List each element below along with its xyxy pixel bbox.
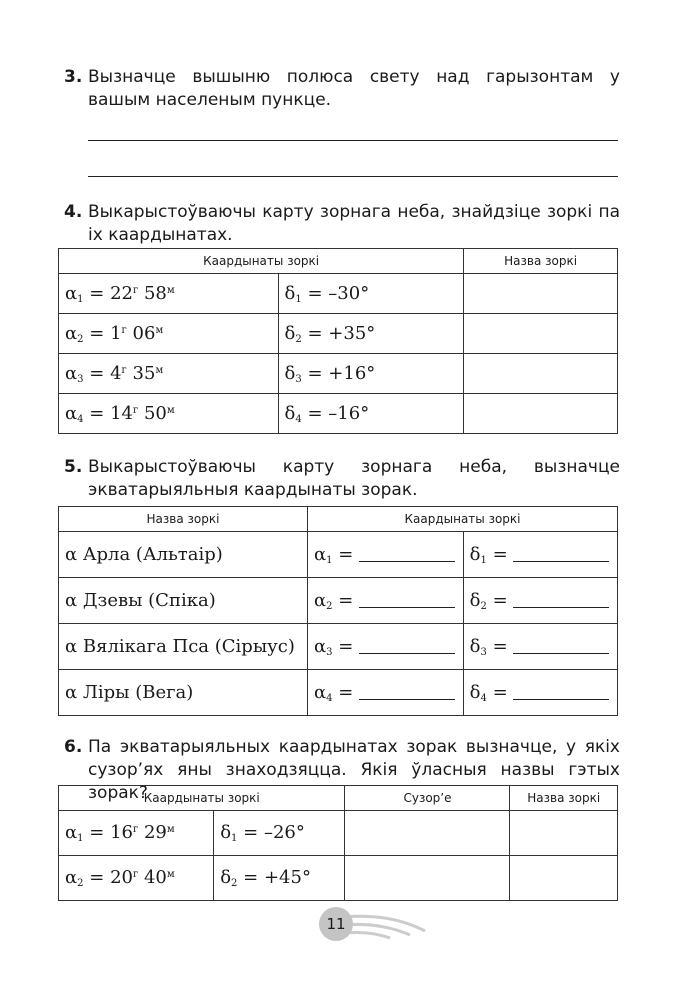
delta-symbol: δ — [284, 322, 296, 344]
task-text: Вызначце вышыню полюса свету над гарызонтам у вашым населеным пункце. — [88, 67, 620, 110]
hours: 22 — [110, 282, 133, 304]
equals: = — [89, 282, 105, 304]
delta-cell — [214, 856, 345, 901]
column-header: Каардынаты зоркі — [59, 249, 464, 274]
delta-symbol: δ — [469, 543, 481, 565]
equals: = — [338, 589, 354, 611]
star-name: α Арла (Альтаір) — [59, 532, 308, 578]
star-name-input[interactable] — [464, 354, 618, 394]
equals: = — [307, 362, 323, 384]
task-3 — [64, 66, 620, 112]
equals: = — [338, 635, 354, 657]
delta-symbol: δ — [469, 589, 481, 611]
equals: = — [307, 402, 323, 424]
index: 3 — [77, 373, 84, 385]
star-name-input[interactable] — [464, 314, 618, 354]
column-header: Каардынаты зоркі — [308, 507, 618, 532]
task-text: Па экватарыяльных каардынатах зорак вызначце, у якіх сузор’ях яны знаходзяцца. Якія ўласныя назвы гэтых зорак? — [88, 737, 620, 803]
hours-unit: г — [121, 364, 127, 376]
alpha-cell — [59, 811, 214, 856]
column-header: Назва зоркі — [510, 786, 618, 811]
minutes-unit: м — [166, 824, 175, 835]
table-row — [59, 532, 618, 578]
table-row — [59, 578, 618, 624]
index: 4 — [295, 413, 302, 425]
task-number: 3. — [64, 67, 83, 87]
equals: = — [89, 362, 105, 384]
delta-cell — [214, 811, 345, 856]
star-name-input[interactable] — [510, 811, 618, 856]
alpha-cell — [59, 274, 279, 314]
answer-blank[interactable] — [513, 545, 609, 562]
index: 1 — [480, 554, 487, 566]
index: 4 — [326, 692, 333, 704]
index: 1 — [77, 833, 84, 844]
alpha-cell — [59, 856, 214, 901]
star-name-input[interactable] — [464, 394, 618, 434]
delta-cell — [463, 670, 617, 716]
equals: = — [243, 822, 259, 843]
alpha-cell — [308, 532, 464, 578]
alpha-symbol: α — [65, 322, 78, 344]
hours: 14 — [110, 402, 133, 424]
degree-unit: ° — [360, 282, 370, 304]
alpha-cell — [308, 578, 464, 624]
alpha-cell — [308, 670, 464, 716]
star-name: α Ліры (Вега) — [59, 670, 308, 716]
star-name-input[interactable] — [464, 274, 618, 314]
delta-symbol: δ — [284, 362, 296, 384]
page-number: 11 — [319, 907, 353, 941]
equals: = — [89, 867, 105, 888]
alpha-symbol: α — [314, 681, 327, 703]
degree-unit: ° — [366, 362, 376, 384]
delta-cell — [463, 624, 617, 670]
equals: = — [89, 322, 105, 344]
index: 2 — [231, 878, 238, 889]
hours: 20 — [110, 867, 133, 888]
minutes: 29 — [143, 822, 167, 843]
answer-blank[interactable] — [513, 591, 609, 608]
equals: = — [492, 635, 508, 657]
declination: +45 — [263, 867, 302, 888]
alpha-symbol: α — [65, 822, 78, 843]
answer-blank[interactable] — [359, 545, 455, 562]
delta-cell — [463, 532, 617, 578]
equals: = — [492, 681, 508, 703]
minutes: 35 — [132, 362, 156, 384]
alpha-symbol: α — [314, 635, 327, 657]
table-row — [59, 624, 618, 670]
declination: –30 — [328, 282, 361, 304]
column-header: Каардынаты зоркі — [59, 786, 345, 811]
index: 2 — [77, 878, 84, 889]
star-name: α Дзевы (Спіка) — [59, 578, 308, 624]
alpha-symbol: α — [314, 543, 327, 565]
alpha-symbol: α — [65, 867, 78, 888]
answer-line[interactable] — [88, 176, 618, 177]
answer-blank[interactable] — [513, 637, 609, 654]
hours-unit: г — [133, 404, 139, 416]
minutes-unit: м — [166, 404, 175, 416]
alpha-cell — [59, 394, 279, 434]
answer-line[interactable] — [88, 140, 618, 141]
minutes: 50 — [143, 402, 167, 424]
column-header: Сузор’е — [345, 786, 510, 811]
star-name-input[interactable] — [510, 856, 618, 901]
alpha-cell — [59, 314, 279, 354]
index: 3 — [480, 646, 487, 658]
alpha-cell — [59, 354, 279, 394]
task-4 — [64, 201, 620, 247]
declination: +35 — [328, 322, 367, 344]
index: 1 — [295, 293, 302, 305]
index: 2 — [295, 333, 302, 345]
column-header: Назва зоркі — [59, 507, 308, 532]
constellation-input[interactable] — [345, 811, 510, 856]
index: 1 — [326, 554, 333, 566]
delta-symbol: δ — [469, 635, 481, 657]
delta-cell — [278, 354, 464, 394]
alpha-symbol: α — [65, 282, 78, 304]
equals: = — [338, 543, 354, 565]
index: 2 — [77, 333, 84, 345]
page-swoosh-decoration — [340, 905, 430, 945]
declination: –16 — [328, 402, 361, 424]
equals: = — [307, 322, 323, 344]
degree-unit: ° — [295, 822, 305, 843]
table-task-6 — [58, 785, 618, 901]
index: 1 — [231, 833, 238, 844]
task-text: Выкарыстоўваючы карту зорнага неба, знайдзіце зоркі па іх каардынатах. — [88, 202, 620, 245]
alpha-symbol: α — [65, 362, 78, 384]
hours-unit: г — [133, 869, 139, 880]
task-number: 4. — [64, 202, 83, 222]
equals: = — [492, 543, 508, 565]
table-task-4 — [58, 248, 618, 434]
hours: 4 — [110, 362, 122, 384]
equals: = — [307, 282, 323, 304]
task-number: 6. — [64, 737, 83, 757]
equals: = — [338, 681, 354, 703]
answer-blank[interactable] — [359, 683, 455, 700]
minutes-unit: м — [155, 324, 164, 336]
table-row — [59, 811, 618, 856]
hours-unit: г — [133, 284, 139, 296]
task-number: 5. — [64, 457, 83, 477]
minutes-unit: м — [166, 284, 175, 296]
table-row — [59, 354, 618, 394]
minutes: 40 — [143, 867, 167, 888]
hours: 1 — [110, 322, 122, 344]
table-row — [59, 670, 618, 716]
table-row — [59, 856, 618, 901]
answer-blank[interactable] — [359, 637, 455, 654]
degree-unit: ° — [366, 322, 376, 344]
index: 2 — [326, 600, 333, 612]
table-row — [59, 274, 618, 314]
delta-symbol: δ — [220, 867, 232, 888]
declination: +16 — [328, 362, 367, 384]
alpha-symbol: α — [314, 589, 327, 611]
answer-blank[interactable] — [513, 683, 609, 700]
table-task-5 — [58, 506, 618, 716]
star-name: α Вялікага Пса (Сірыус) — [59, 624, 308, 670]
index: 4 — [77, 413, 84, 425]
delta-symbol: δ — [284, 282, 296, 304]
alpha-cell — [308, 624, 464, 670]
alpha-symbol: α — [65, 402, 78, 424]
column-header: Назва зоркі — [464, 249, 618, 274]
table-row — [59, 314, 618, 354]
delta-cell — [278, 274, 464, 314]
degree-unit: ° — [360, 402, 370, 424]
constellation-input[interactable] — [345, 856, 510, 901]
declination: –26 — [263, 822, 296, 843]
hours-unit: г — [133, 824, 139, 835]
index: 1 — [77, 293, 84, 305]
equals: = — [492, 589, 508, 611]
minutes-unit: м — [155, 364, 164, 376]
minutes: 06 — [132, 322, 156, 344]
task-5 — [64, 456, 620, 502]
hours-unit: г — [121, 324, 127, 336]
hours: 16 — [110, 822, 133, 843]
index: 4 — [480, 692, 487, 704]
index: 2 — [480, 600, 487, 612]
delta-cell — [463, 578, 617, 624]
task-text: Выкарыстоўваючы карту зорнага неба, вызначце экватарыяльныя каардынаты зорак. — [88, 457, 620, 500]
delta-symbol: δ — [469, 681, 481, 703]
delta-cell — [278, 314, 464, 354]
answer-blank[interactable] — [359, 591, 455, 608]
minutes-unit: м — [166, 869, 175, 880]
delta-cell — [278, 394, 464, 434]
index: 3 — [326, 646, 333, 658]
equals: = — [89, 402, 105, 424]
equals: = — [89, 822, 105, 843]
index: 3 — [295, 373, 302, 385]
equals: = — [243, 867, 259, 888]
table-row — [59, 394, 618, 434]
delta-symbol: δ — [220, 822, 232, 843]
degree-unit: ° — [301, 867, 311, 888]
minutes: 58 — [143, 282, 167, 304]
delta-symbol: δ — [284, 402, 296, 424]
